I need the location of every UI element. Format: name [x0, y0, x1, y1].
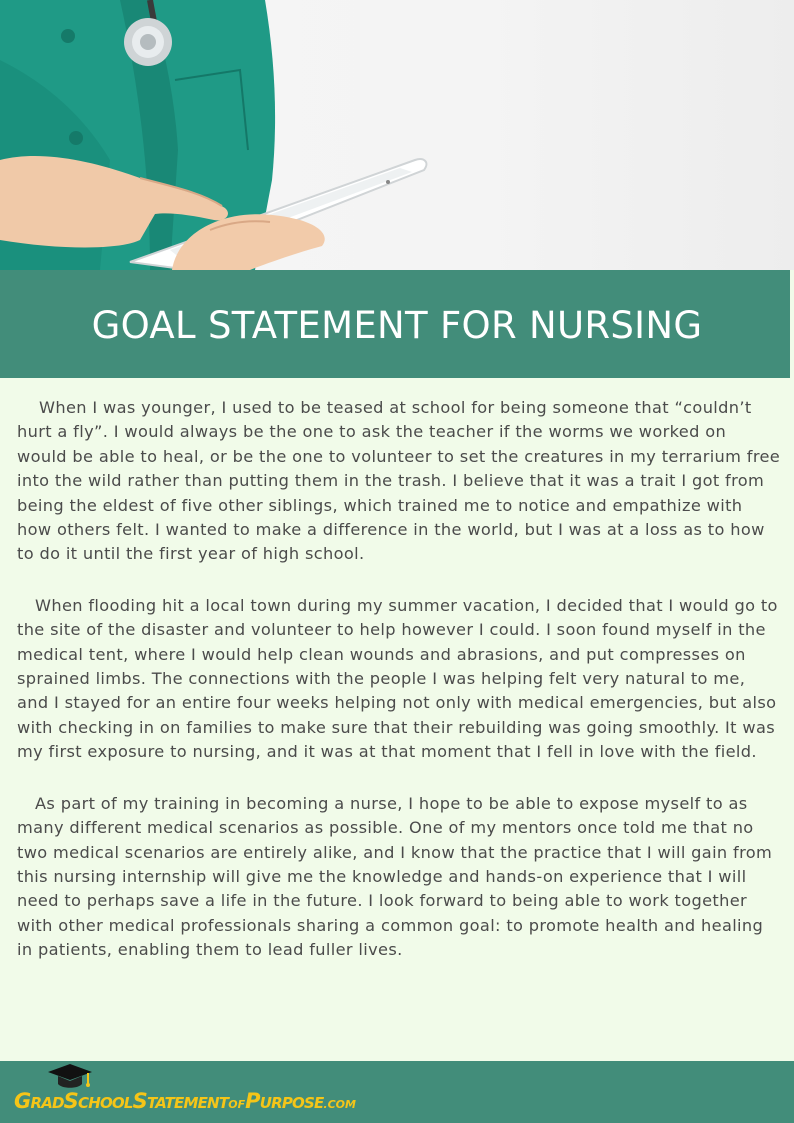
hero-image: [0, 0, 794, 270]
graduation-cap-icon: [46, 1062, 94, 1092]
page-title: GOAL STATEMENT FOR NURSING: [91, 304, 703, 347]
essay-body: [17, 396, 781, 990]
site-logo[interactable]: GRADSCHOOLSTATEMENTOFPURPOSE.COM: [14, 1089, 356, 1113]
paragraph-1: When I was younger, I used to be teased at school for being someone that “couldn’t hurt a fly”. I would always be the one to ask the teacher if the worms we worked on would be able to heal, or be the one to volunteer to set the creatures in my terrarium free into the wild rather than putting them in the trash. I believe that it was a trait I got from being the eldest of five other siblings, which trained me to notice and empathize with how others felt. I wanted to make a difference in the world, but I was at a loss as to how to do it until the first year of high school.: [17, 398, 781, 564]
nurse-with-tablet-illustration: [0, 0, 794, 270]
paragraph-2: When flooding hit a local town during my summer vacation, I decided that I would go to the site of the disaster and volunteer to help however I could. I soon found myself in the medical tent, where I would help clean wounds and abrasions, and put compresses on sprained limbs. The connections with the people I was helping felt very natural to me, and I stayed for an entire four weeks helping not only with medical emergencies, but also with checking in on families to make sure that their rebuilding was going smoothly. It was my first exposure to nursing, and it was at that moment that I fell in love with the field.: [17, 595, 778, 762]
paragraph-3: As part of my training in becoming a nurse, I hope to be able to expose myself to as many different medical scenarios as possible. One of my mentors once told me that no two medical scenarios are entirely alike, and I know that the practice that I will gain from this nursing internship will give me the knowledge and hands-on experience that I will need to perhaps save a life in the future. I look forward to being able to work together with other medical professionals sharing a common goal: to promote health and healing in patients, enabling them to lead fuller lives.: [17, 793, 773, 960]
